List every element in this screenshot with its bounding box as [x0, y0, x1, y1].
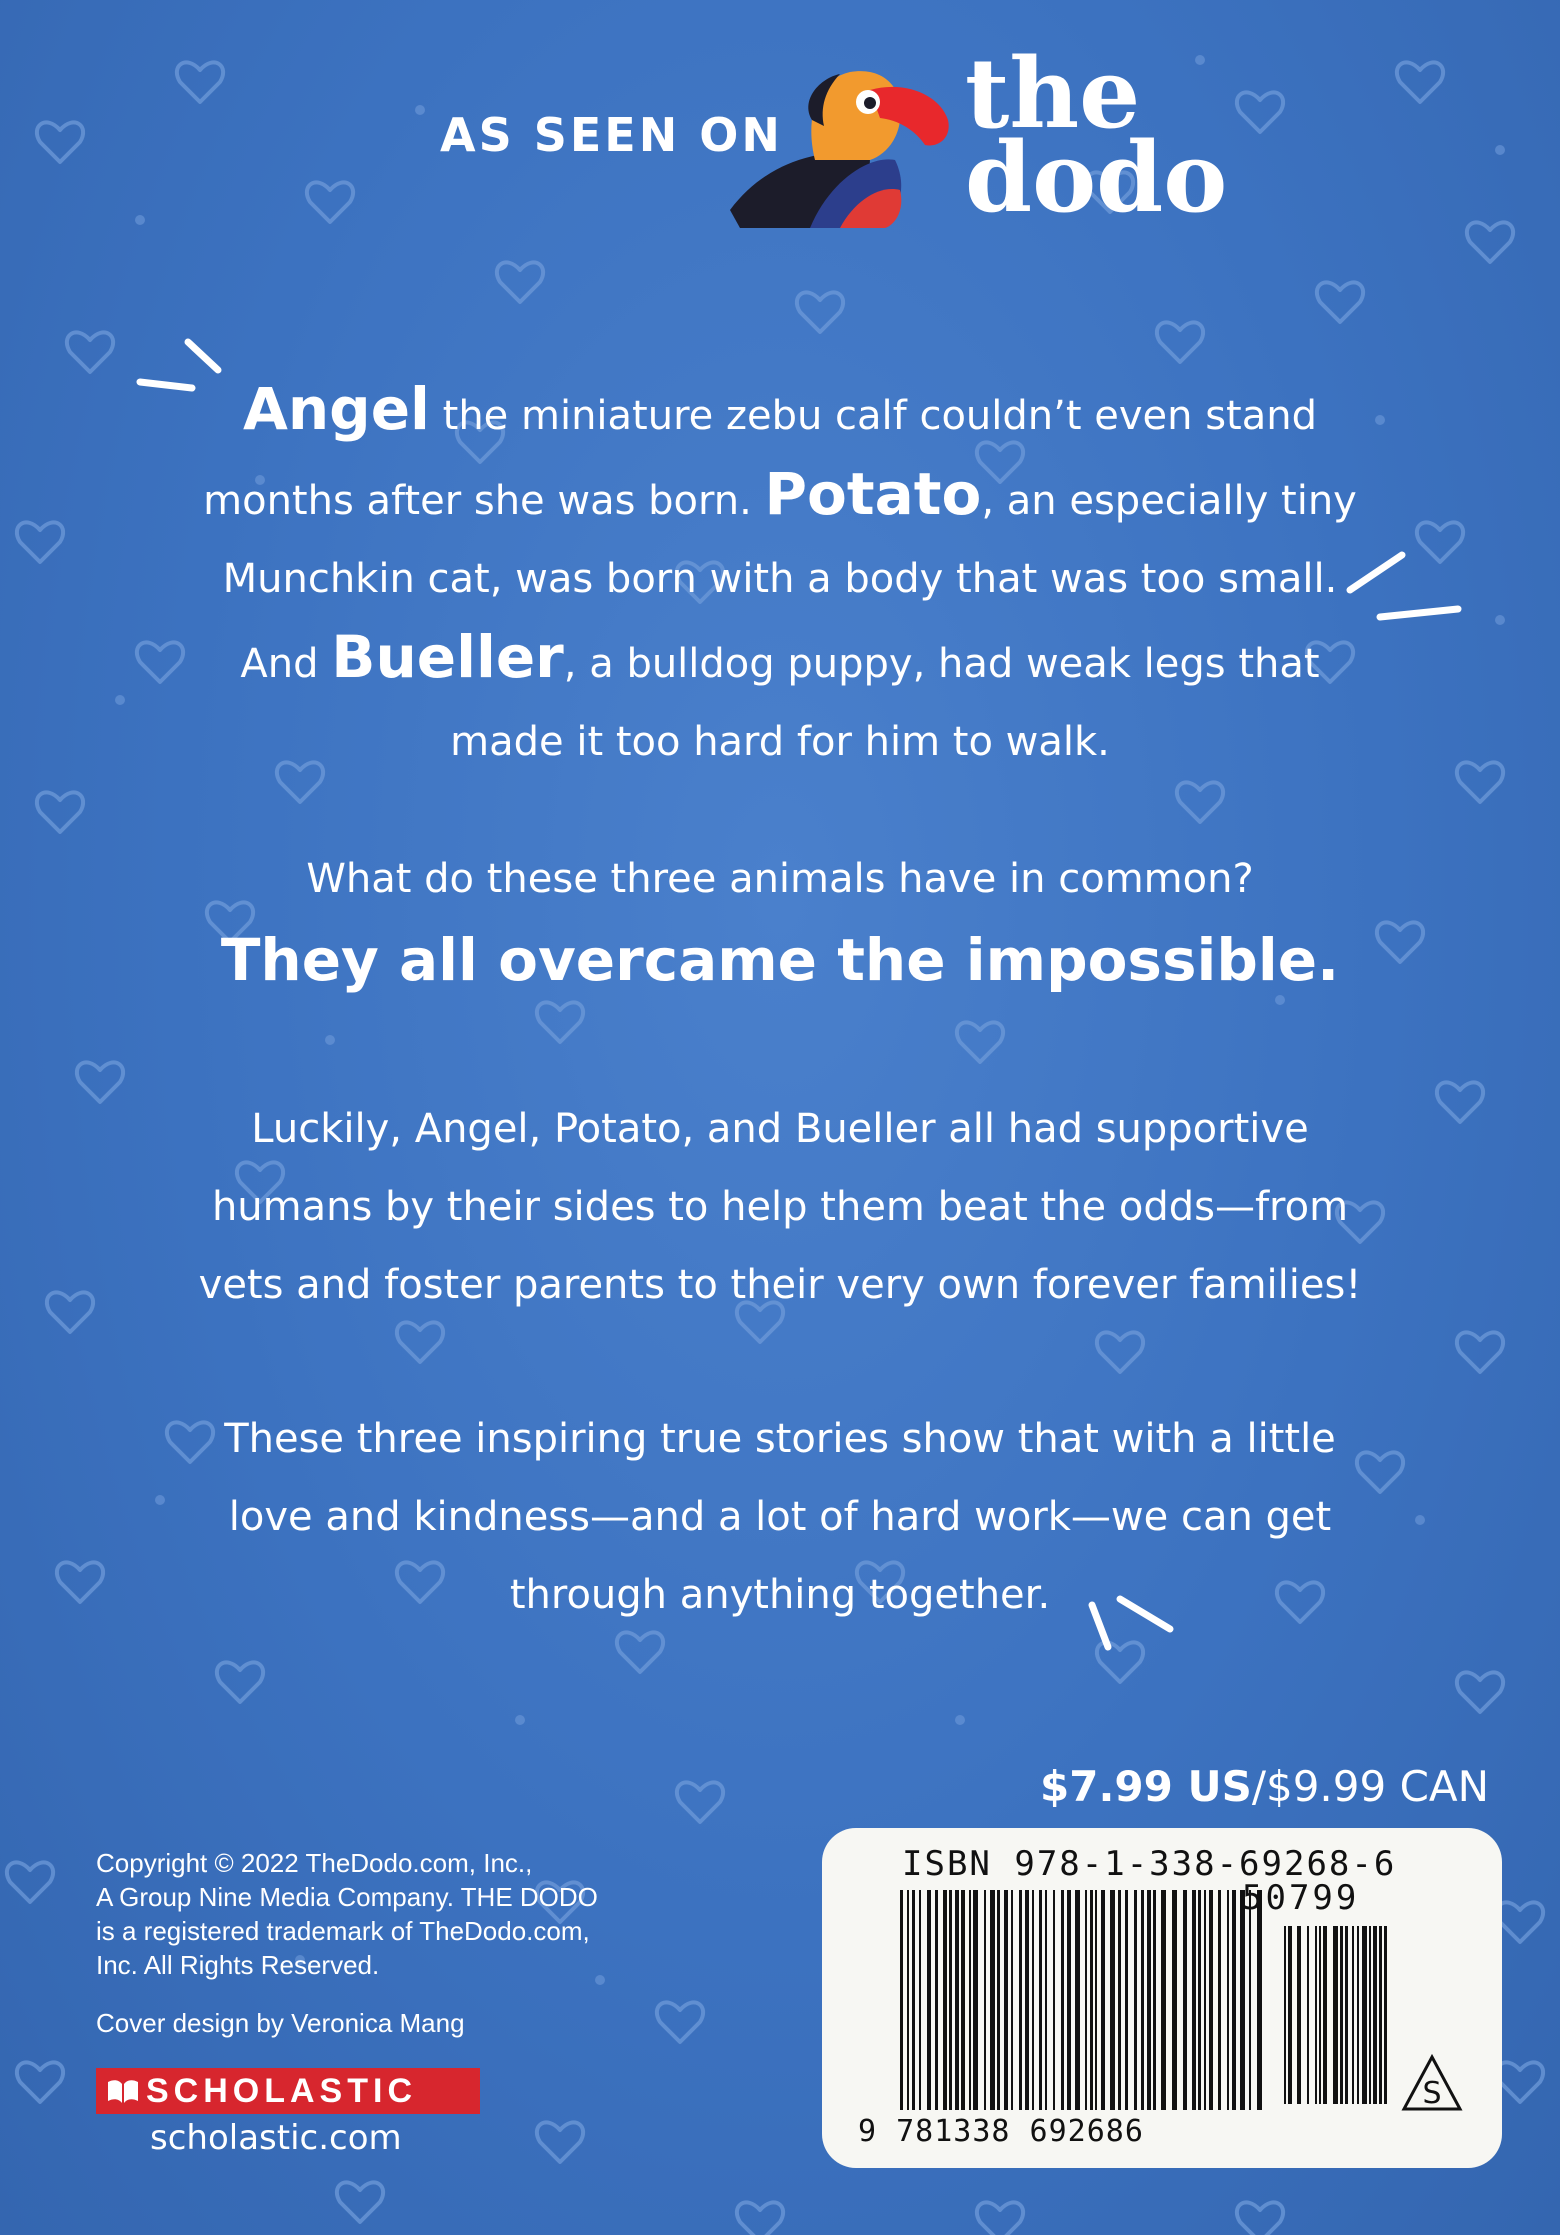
angel-name: Angel [243, 375, 430, 443]
barcode-bar [955, 1890, 959, 2110]
barcode-bar [1118, 1890, 1121, 2110]
barcode-bar [919, 1890, 921, 2110]
closing-line-3: through anything together. [509, 1572, 1051, 1618]
copyright-line-2: A Group Nine Media Company. THE DODO [96, 1882, 598, 1912]
barcode-bar [1249, 1890, 1251, 2110]
barcode-bar [1019, 1890, 1022, 2110]
publisher-website: scholastic.com [150, 2118, 402, 2158]
intro-line-3: Munchkin cat, was born with a body that was too small. [222, 556, 1338, 602]
barcode-bar [961, 1890, 965, 2110]
cover-design-credit: Cover design by Veronica Mang [96, 2008, 465, 2038]
barcode-bar [969, 1890, 971, 2110]
barcode-bar [1198, 1890, 1201, 2110]
copyright-line-3: is a registered trademark of TheDodo.com, [96, 1916, 590, 1946]
barcode-bar [1209, 1890, 1213, 2110]
barcode-bar [1011, 1890, 1013, 2110]
support-line-2: humans by their sides to help them beat the odds—from [211, 1184, 1349, 1230]
barcode-bar [912, 1890, 915, 2110]
barcode-bar [984, 1890, 986, 2110]
price-us: $7.99 US [1040, 1762, 1252, 1811]
barcode-bar [943, 1890, 947, 2110]
barcode-bar [1061, 1890, 1064, 2110]
intro-line-4 [0, 618, 1560, 703]
intro-text-2: months after she was born. [203, 478, 765, 524]
scholastic-name: SCHOLASTIC [146, 2072, 417, 2110]
intro-line-2 [0, 455, 1560, 540]
intro-line-1 [0, 370, 1560, 455]
price-barcode-bar [1369, 1926, 1371, 2104]
barcode-bar [1025, 1890, 1029, 2110]
dodo-bird-icon [720, 60, 960, 230]
price-barcode-bar [1333, 1926, 1338, 2104]
barcode-bar [1090, 1890, 1093, 2110]
question-paragraph [0, 840, 1560, 1002]
barcode-bar [1147, 1890, 1151, 2110]
barcode-bar [1134, 1890, 1137, 2110]
copyright-line-1: Copyright © 2022 TheDodo.com, Inc., [96, 1848, 533, 1878]
barcode-bar [1032, 1890, 1034, 2110]
price-barcode-bar [1352, 1926, 1354, 2104]
barcode-bar [1192, 1890, 1196, 2110]
barcode-bar [1095, 1890, 1097, 2110]
price-barcode-bar [1315, 1926, 1317, 2104]
barcode-bar [1232, 1890, 1235, 2110]
isbn-number: ISBN 978-1-338-69268-6 [902, 1844, 1397, 1884]
open-book-icon [106, 2076, 140, 2106]
price-barcode-bar [1345, 1926, 1348, 2104]
intro-text-3: , an especially tiny [981, 478, 1357, 524]
barcode-bar [1227, 1890, 1229, 2110]
headline: They all overcame the impossible. [220, 926, 1340, 994]
rating-triangle-icon [1400, 2053, 1464, 2113]
price-can: /$9.99 CAN [1251, 1762, 1490, 1811]
barcode-bar [1241, 1890, 1245, 2110]
intro-text-5: , a bulldog puppy, had weak legs that [563, 641, 1320, 687]
barcode-bar [1067, 1890, 1071, 2110]
brand-line-the: the [965, 37, 1141, 150]
closing-line-2: love and kindness—and a lot of hard work—we can get [228, 1494, 1332, 1540]
rating-letter: S [1422, 2076, 1442, 2111]
barcode-bar [1141, 1890, 1144, 2110]
the-dodo-logo-text [965, 37, 1228, 234]
price-barcode-bar [1340, 1926, 1343, 2104]
barcode-bar [1101, 1890, 1105, 2110]
price-barcode-bar [1284, 1926, 1286, 2104]
barcode-bar [1039, 1890, 1042, 2110]
barcode-number: 9 781338 692686 [858, 2114, 1144, 2149]
intro-text-1: the miniature zebu calf couldn’t even stand [429, 393, 1317, 439]
price-barcode-bar [1288, 1926, 1292, 2104]
barcode-bar [900, 1890, 903, 2110]
barcode-bar [1075, 1890, 1080, 2110]
barcode-bar [935, 1890, 938, 2110]
copyright-line-4: Inc. All Rights Reserved. [96, 1950, 380, 1980]
brand-line-dodo: dodo [965, 121, 1228, 234]
barcode-bar [1004, 1890, 1008, 2110]
barcode-bar [1125, 1890, 1128, 2110]
barcode-bar [1204, 1890, 1206, 2110]
support-paragraph [0, 1090, 1560, 1324]
barcode-bar [1153, 1890, 1156, 2110]
barcode-bar [927, 1890, 931, 2110]
barcode-bar [1257, 1890, 1262, 2110]
closing-paragraph [0, 1400, 1560, 1634]
barcode-panel [822, 1828, 1502, 2168]
barcode-bar [990, 1890, 995, 2110]
barcode-bar [949, 1890, 952, 2110]
support-line-3: vets and foster parents to their very own forever families! [198, 1262, 1362, 1308]
price-barcode-bar [1307, 1926, 1309, 2104]
question-line: What do these three animals have in common? [306, 856, 1254, 902]
barcode-bar [1172, 1890, 1177, 2110]
barcode-bar [997, 1890, 1000, 2110]
price-code: 50799 [1242, 1878, 1360, 1918]
price-barcode-bar [1362, 1926, 1367, 2104]
support-line-1: Luckily, Angel, Potato, and Bueller all had supportive [251, 1106, 1309, 1152]
price-barcode-bar [1297, 1926, 1301, 2104]
price-label [1040, 1762, 1489, 1811]
barcode-bar [1045, 1890, 1047, 2110]
bueller-name: Bueller [331, 623, 564, 691]
as-seen-on-label: AS SEEN ON [440, 108, 783, 162]
intro-paragraph [0, 370, 1560, 781]
barcode-bar [907, 1890, 909, 2110]
price-barcode-bar [1379, 1926, 1382, 2104]
closing-line-1: These three inspiring true stories show that with a little [224, 1416, 1336, 1462]
price-barcode-bar [1357, 1926, 1359, 2104]
barcode-bar [1218, 1890, 1221, 2110]
barcode-bar [1085, 1890, 1087, 2110]
intro-text-4: And [240, 641, 332, 687]
barcode-bar [1053, 1890, 1055, 2110]
price-barcode-bar [1373, 1926, 1377, 2104]
barcode-bar [973, 1890, 978, 2110]
barcode-bar [1110, 1890, 1115, 2110]
price-barcode-bar [1319, 1926, 1321, 2104]
intro-line-5: made it too hard for him to walk. [450, 719, 1110, 765]
price-barcode-bar [1384, 1926, 1387, 2104]
copyright-notice [96, 1846, 656, 1982]
barcode-bar [1161, 1890, 1166, 2110]
price-barcode-bar [1323, 1926, 1327, 2104]
barcode-bar [1183, 1890, 1187, 2110]
potato-name: Potato [764, 460, 982, 528]
scholastic-logo [96, 2068, 480, 2114]
